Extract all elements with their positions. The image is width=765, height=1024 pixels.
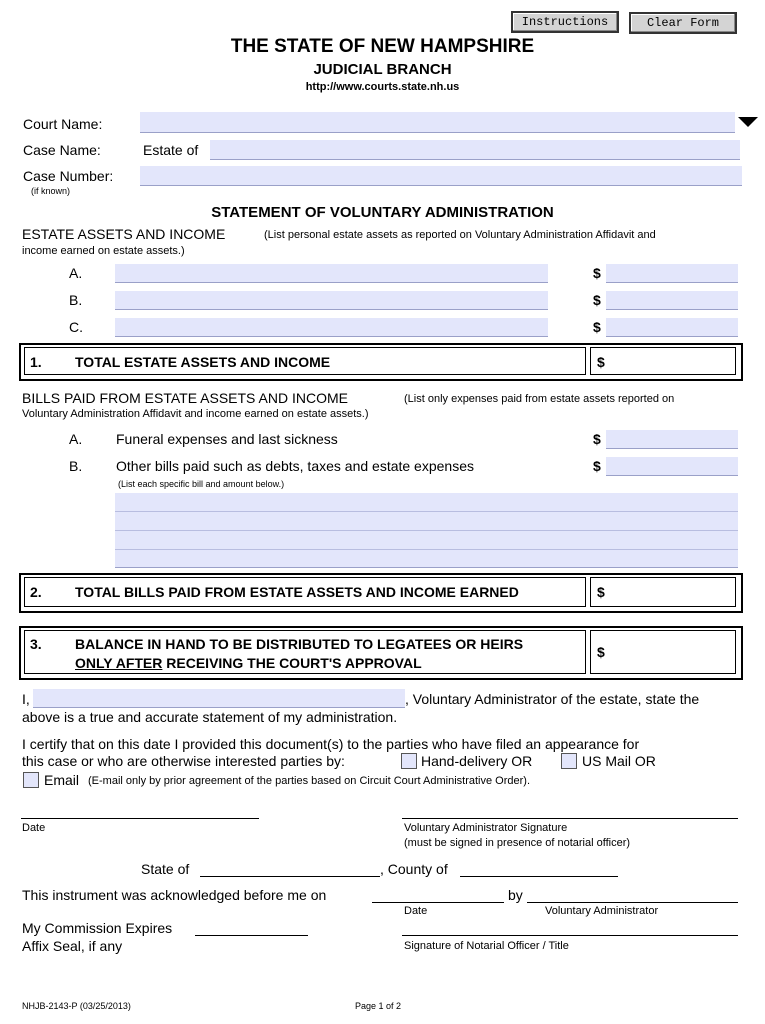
bills-b-label: Other bills paid such as debts, taxes and estate expenses — [116, 458, 474, 474]
bills-b-dollar: $ — [593, 458, 601, 474]
instructions-button[interactable]: Instructions — [511, 11, 619, 33]
by-line[interactable] — [527, 902, 738, 903]
branch-heading: JUDICIAL BRANCH — [313, 61, 452, 78]
county-of-line[interactable] — [460, 876, 618, 877]
page-number: Page 1 of 2 — [355, 1001, 402, 1011]
seal-label: Affix Seal, if any — [22, 938, 123, 954]
total3-line2 — [75, 655, 422, 671]
bills-a-letter: A. — [69, 431, 83, 447]
bills-a-amount[interactable] — [606, 430, 738, 449]
asset-a-amount[interactable] — [606, 264, 738, 283]
courts-url: http://www.courts.state.nh.us — [305, 81, 460, 93]
commission-line[interactable] — [195, 935, 308, 936]
asset-a-letter: A. — [69, 265, 83, 281]
asset-b-field[interactable] — [115, 291, 548, 310]
bills-note-2: Voluntary Administration Affidavit and income earned on estate assets.) — [22, 408, 369, 420]
assets-note-1: (List personal estate assets as reported on Voluntary Administration Affidavit and — [264, 229, 656, 241]
bills-b-amount[interactable] — [606, 457, 738, 476]
hand-delivery-checkbox[interactable] — [401, 753, 417, 769]
state-of-label: State of — [141, 861, 190, 877]
bills-list-field[interactable] — [115, 493, 738, 568]
notarial-signature-line[interactable] — [402, 935, 738, 936]
asset-a-field[interactable] — [115, 264, 548, 283]
bills-heading: BILLS PAID FROM ESTATE ASSETS AND INCOME — [22, 390, 348, 406]
email-checkbox[interactable] — [23, 772, 39, 788]
total3-dollar: $ — [597, 644, 605, 660]
admin-signature-label: Voluntary Administrator Signature — [404, 822, 568, 834]
case-name-field[interactable] — [210, 140, 740, 160]
only-after-text: ONLY AFTER — [75, 655, 163, 671]
asset-c-amount[interactable] — [606, 318, 738, 337]
date2-label: Date — [404, 905, 428, 917]
bills-note-1: (List only expenses paid from estate assets reported on — [404, 393, 675, 405]
clear-form-button[interactable]: Clear Form — [629, 12, 737, 34]
total1-label: TOTAL ESTATE ASSETS AND INCOME — [75, 354, 331, 370]
administrator-name-field[interactable] — [33, 689, 405, 708]
state-of-line[interactable] — [200, 876, 380, 877]
assets-heading: ESTATE ASSETS AND INCOME — [22, 226, 226, 242]
estate-of-label: Estate of — [143, 142, 199, 158]
total3-number: 3. — [30, 636, 42, 652]
statement-i: I, — [22, 691, 30, 707]
certify-line2: this case or who are otherwise interested parties by: — [22, 753, 345, 769]
total3-line2-rest: RECEIVING THE COURT'S APPROVAL — [162, 655, 422, 671]
court-name-label: Court Name: — [23, 116, 103, 132]
acknowledged-label: This instrument was acknowledged before me on — [22, 887, 327, 903]
asset-c-letter: C. — [69, 319, 83, 335]
asset-b-letter: B. — [69, 292, 83, 308]
hand-delivery-label: Hand-delivery OR — [421, 753, 533, 769]
asset-a-dollar: $ — [593, 265, 601, 281]
asset-c-dollar: $ — [593, 319, 601, 335]
total1-amount-cell[interactable] — [590, 347, 736, 375]
certify-line1: I certify that on this date I provided this document(s) to the parties who have filed an appearance for — [22, 736, 640, 752]
bills-b-letter: B. — [69, 458, 83, 474]
total3-line1: BALANCE IN HAND TO BE DISTRIBUTED TO LEGATEES OR HEIRS — [75, 636, 524, 652]
total1-number: 1. — [30, 354, 42, 370]
form-title: STATEMENT OF VOLUNTARY ADMINISTRATION — [211, 204, 554, 221]
case-name-label: Case Name: — [23, 142, 101, 158]
form-id: NHJB-2143-P (03/25/2013) — [22, 1001, 131, 1011]
admin-signature-note: (must be signed in presence of notarial officer) — [404, 837, 631, 849]
total1-dollar: $ — [597, 354, 605, 370]
statement-admin-text: , Voluntary Administrator of the estate, state the — [405, 691, 700, 707]
total2-label: TOTAL BILLS PAID FROM ESTATE ASSETS AND INCOME EARNED — [75, 584, 519, 600]
asset-b-amount[interactable] — [606, 291, 738, 310]
commission-label: My Commission Expires — [22, 920, 173, 936]
us-mail-label: US Mail OR — [582, 753, 656, 769]
date-label: Date — [22, 822, 46, 834]
bills-b-note: (List each specific bill and amount below.) — [118, 479, 285, 489]
dropdown-arrow-icon[interactable] — [738, 117, 758, 127]
state-heading: THE STATE OF NEW HAMPSHIRE — [230, 36, 535, 57]
case-number-field[interactable] — [140, 166, 742, 186]
date-line[interactable] — [21, 818, 259, 819]
admin-signature-line[interactable] — [402, 818, 738, 819]
bills-a-label: Funeral expenses and last sickness — [116, 431, 338, 447]
if-known-note: (if known) — [31, 186, 71, 196]
total2-amount-cell[interactable] — [590, 577, 736, 607]
vol-admin-label: Voluntary Administrator — [545, 905, 659, 917]
us-mail-checkbox[interactable] — [561, 753, 577, 769]
county-of-label: , County of — [380, 861, 448, 877]
asset-b-dollar: $ — [593, 292, 601, 308]
total3-amount-cell[interactable] — [590, 630, 736, 674]
court-name-dropdown[interactable] — [140, 112, 735, 133]
email-note: (E-mail only by prior agreement of the parties based on Circuit Court Administrative Order). — [88, 775, 531, 787]
case-number-label: Case Number: — [23, 168, 114, 184]
assets-note-2: income earned on estate assets.) — [22, 245, 185, 257]
bills-a-dollar: $ — [593, 431, 601, 447]
statement-line2: above is a true and accurate statement of my administration. — [22, 709, 398, 725]
total2-number: 2. — [30, 584, 42, 600]
by-label: by — [508, 887, 523, 903]
email-label: Email — [44, 772, 80, 788]
notarial-label: Signature of Notarial Officer / Title — [404, 940, 569, 952]
asset-c-field[interactable] — [115, 318, 548, 337]
total2-dollar: $ — [597, 584, 605, 600]
acknowledged-date-line[interactable] — [372, 902, 504, 903]
